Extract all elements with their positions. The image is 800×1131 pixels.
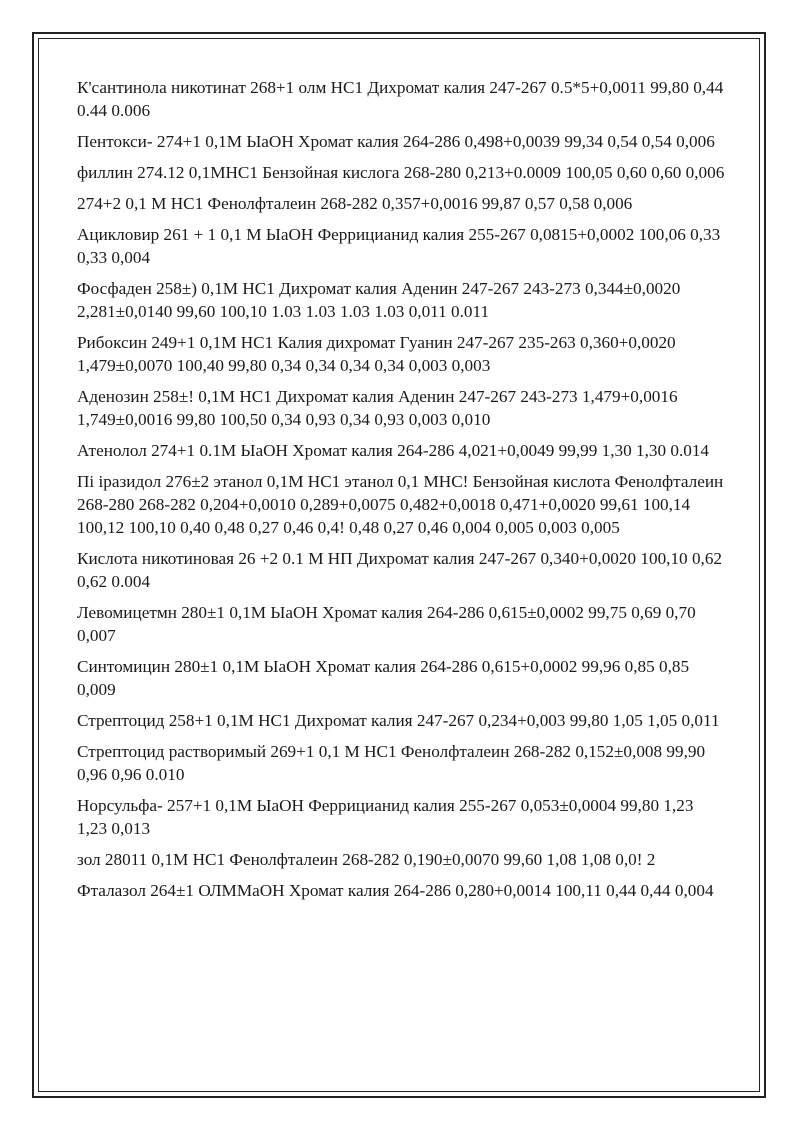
paragraph: Пі іразидол 276±2 этанол 0,1М НС1 этанол 0,1 МНС! Бензойная кислота Фенолфталеин 268-280 268-282 0,204+0,0010 0,289+0,0075 0,482+0,0018 0,471+0,0020 99,61 100,14 100,12 100,10 0,40 0,48 0,27 0,46 0,4! 0,48 0,27 0,46 0,004 0,005 0,003 0,005 [77, 472, 724, 537]
paragraph: К'сантинола никотинат 268+1 олм НС1 Дихромат калия 247-267 0.5*5+0,0011 99,80 0,44 0.44 0.006 [77, 78, 724, 120]
paragraph: Фосфаден 258±) 0,1М НС1 Дихромат калия Аденин 247-267 243-273 0,344±0,0020 2,281±0,0140 99,60 100,10 1.03 1.03 1.03 1.03 0,011 0.011 [77, 279, 681, 321]
paragraph: зол 28011 0,1М НС1 Фенолфталеин 268-282 0,190±0,0070 99,60 1,08 1,08 0,0! 2 [77, 850, 656, 869]
document-body [77, 76, 725, 910]
paragraph: Кислота никотиновая 26 +2 0.1 М НП Дихромат калия 247-267 0,340+0,0020 100,10 0,62 0,62 0.004 [77, 549, 723, 591]
paragraph: Атенолол 274+1 0.1М ЫаОН Хромат калия 264-286 4,021+0,0049 99,99 1,30 1,30 0.014 [77, 441, 710, 460]
paragraph: филлин 274.12 0,1МНС1 Бензойная кислога 268-280 0,213+0.0009 100,05 0,60 0,60 0,006 [77, 163, 725, 182]
paragraph: Стрептоцид растворимый 269+1 0,1 М НС1 Фенолфталеин 268-282 0,152±0,008 99,90 0,96 0,96 0.010 [77, 742, 706, 784]
paragraph: Рибоксин 249+1 0,1М НС1 Калия дихромат Гуанин 247-267 235-263 0,360+0,0020 1,479±0,0070 100,40 99,80 0,34 0,34 0,34 0,34 0,003 0,003 [77, 333, 676, 375]
paragraph: Левомицетмн 280±1 0,1М ЫаОН Хромат калия 264-286 0,615±0,0002 99,75 0,69 0,70 0,007 [77, 603, 696, 645]
paragraph: Синтомицин 280±1 0,1М ЫаОН Хромат калия 264-286 0,615+0,0002 99,96 0,85 0,85 0,009 [77, 657, 690, 699]
paragraph: Стрептоцид 258+1 0,1М НС1 Дихромат калия 247-267 0,234+0,003 99,80 1,05 1,05 0,011 [77, 711, 720, 730]
paragraph: Аденозин 258±! 0,1М НС1 Дихромат калия Аденин 247-267 243-273 1,479+0,0016 1,749±0,0016 99,80 100,50 0,34 0,93 0,34 0,93 0,003 0,010 [77, 387, 678, 429]
paragraph: 274+2 0,1 М НС1 Фенолфталеин 268-282 0,357+0,0016 99,87 0,57 0,58 0,006 [77, 194, 633, 213]
paragraph: Ацикловир 261 + 1 0,1 М ЫаОН Феррицианид калия 255-267 0,0815+0,0002 100,06 0,33 0,33 0,004 [77, 225, 721, 267]
paragraph: Норсульфа- 257+1 0,1М ЫаОН Феррицианид калия 255-267 0,053±0,0004 99,80 1,23 1,23 0,013 [77, 796, 694, 838]
paragraph: Пентокси- 274+1 0,1М ЫаОН Хромат калия 264-286 0,498+0,0039 99,34 0,54 0,54 0,006 [77, 132, 715, 151]
paragraph: Фталазол 264±1 ОЛММаОН Хромат калия 264-286 0,280+0,0014 100,11 0,44 0,44 0,004 [77, 881, 714, 900]
